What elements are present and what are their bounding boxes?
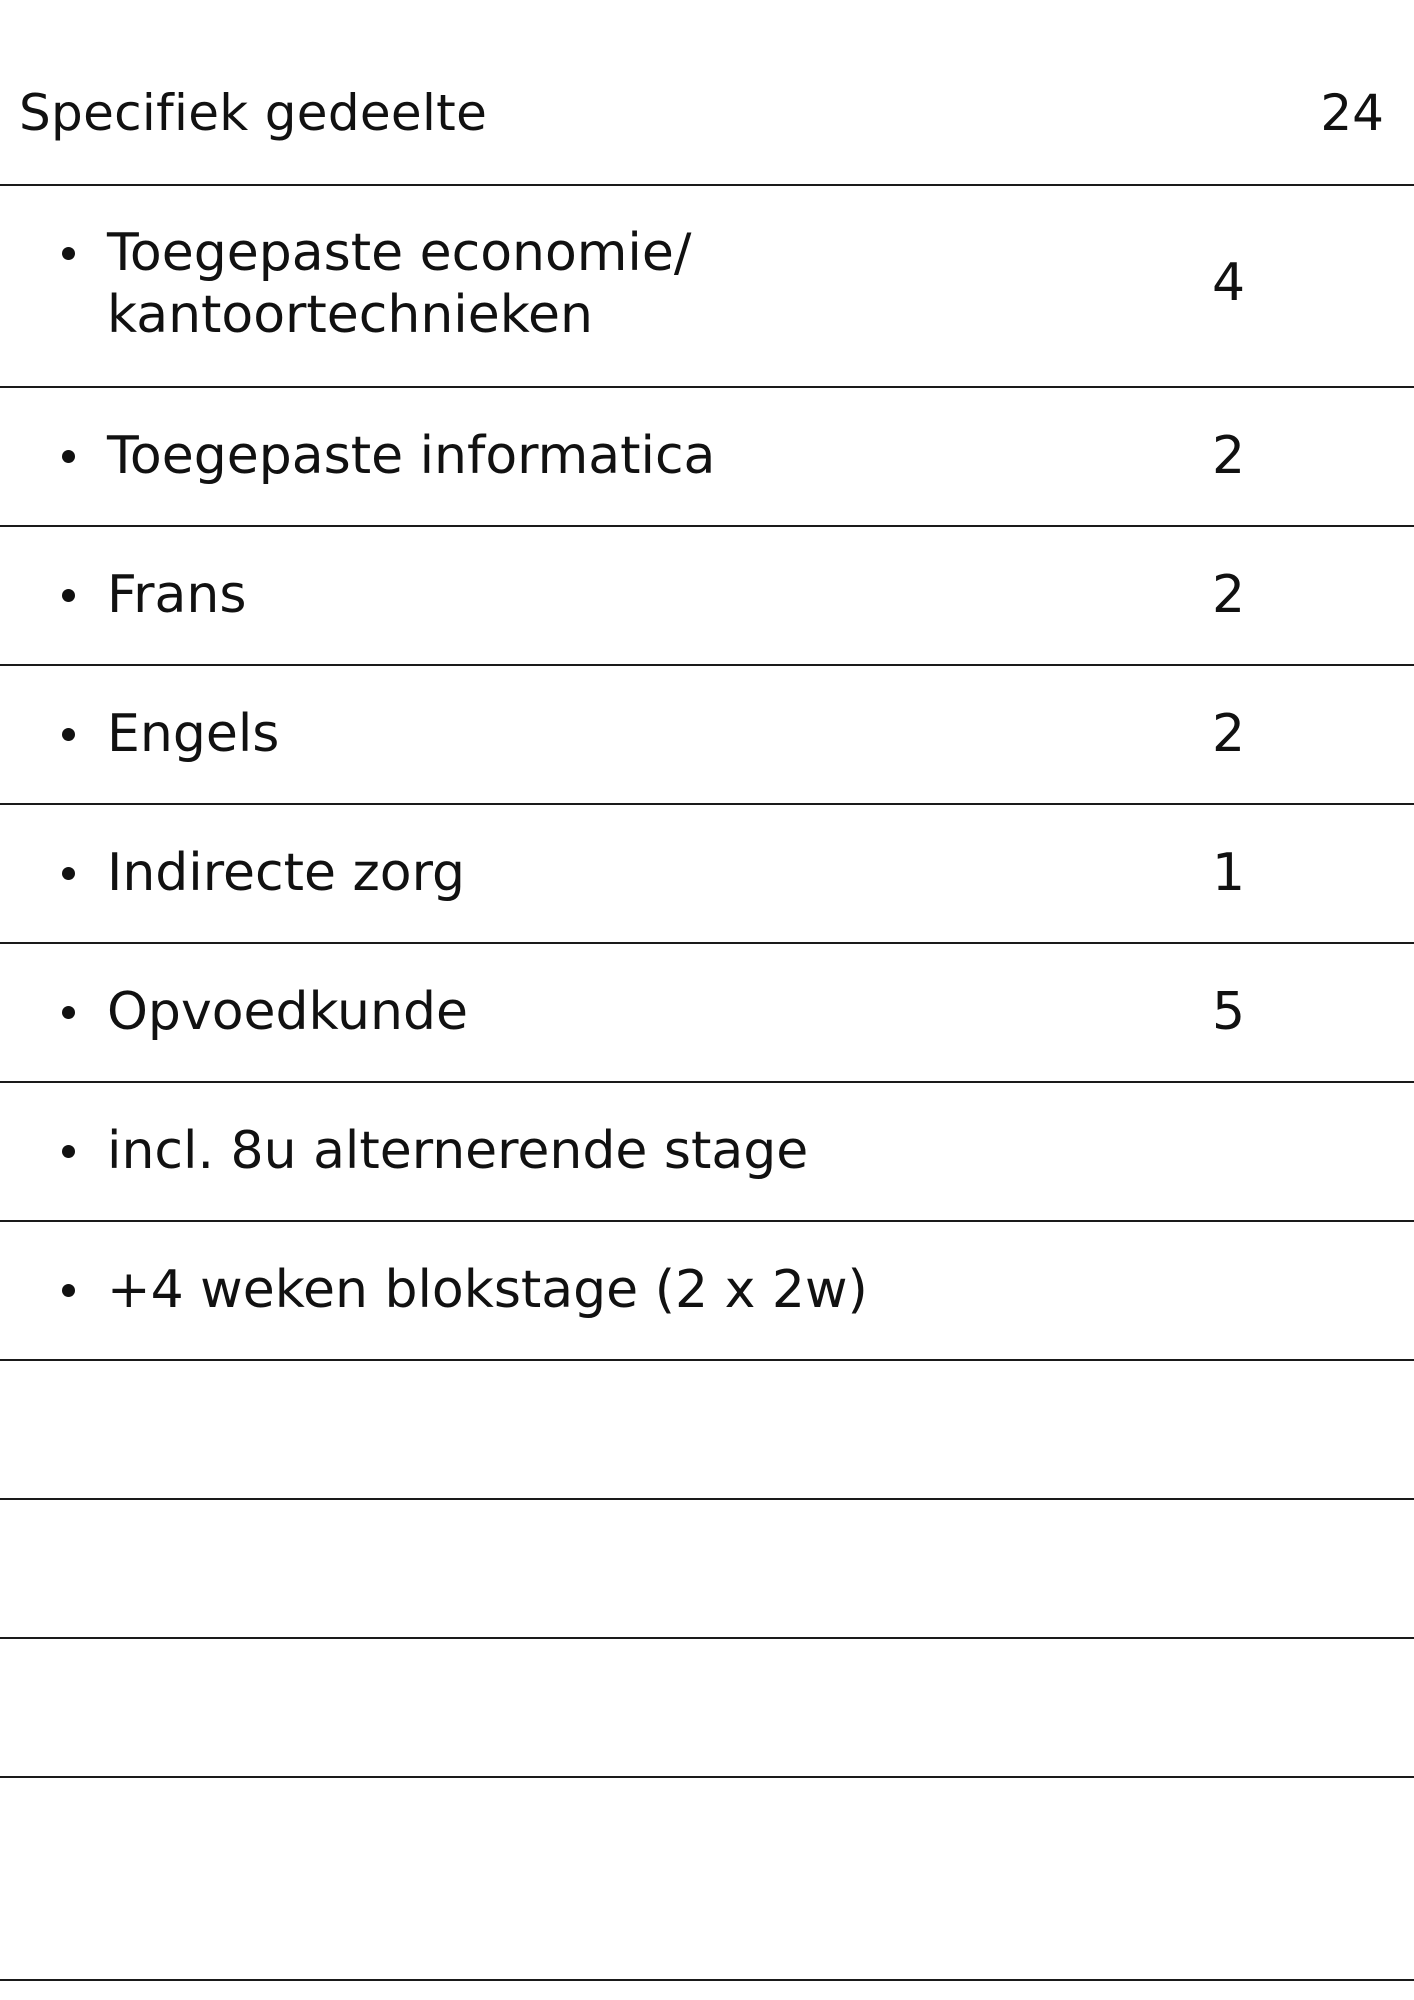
section-total-hours: 24 [1320,84,1384,142]
hours-value: 2 [1212,704,1246,764]
empty-row [0,1778,1414,1979]
bullet-icon [62,589,75,602]
subject-label-line: Toegepaste economie/ [107,223,692,283]
table-row [0,944,1414,1081]
hours-value: 1 [1212,843,1246,903]
section-header [0,0,1414,185]
subject-label [107,222,691,346]
bullet-icon [62,247,75,260]
hours-value: 2 [1212,565,1246,625]
subject-label: incl. 8u alternerende stage [107,1121,809,1181]
empty-row [0,1500,1414,1637]
subject-label: Indirecte zorg [107,843,466,903]
table-row [0,388,1414,525]
table-row [0,527,1414,664]
bullet-icon [62,1145,75,1158]
bullet-icon [62,450,75,463]
table-row [0,666,1414,803]
bullet-icon [62,728,75,741]
bullet-icon [62,867,75,880]
divider [0,1979,1414,1981]
hours-value: 4 [1212,253,1246,313]
table-row [0,186,1414,386]
empty-row [0,1361,1414,1498]
table-row [0,1083,1414,1220]
subject-label: Frans [107,565,247,625]
subject-label: +4 weken blokstage (2 x 2w) [107,1260,868,1320]
hours-value: 5 [1212,982,1246,1042]
table-row [0,1222,1414,1359]
empty-row [0,1639,1414,1776]
table-row [0,805,1414,942]
bullet-icon [62,1006,75,1019]
bullet-icon [62,1284,75,1297]
section-title: Specifiek gedeelte [19,84,488,142]
hours-value: 2 [1212,426,1246,486]
subject-label-line: kantoortechnieken [107,285,593,345]
subject-label: Opvoedkunde [107,982,468,1042]
subject-label: Engels [107,704,280,764]
subject-label: Toegepaste informatica [107,426,716,486]
